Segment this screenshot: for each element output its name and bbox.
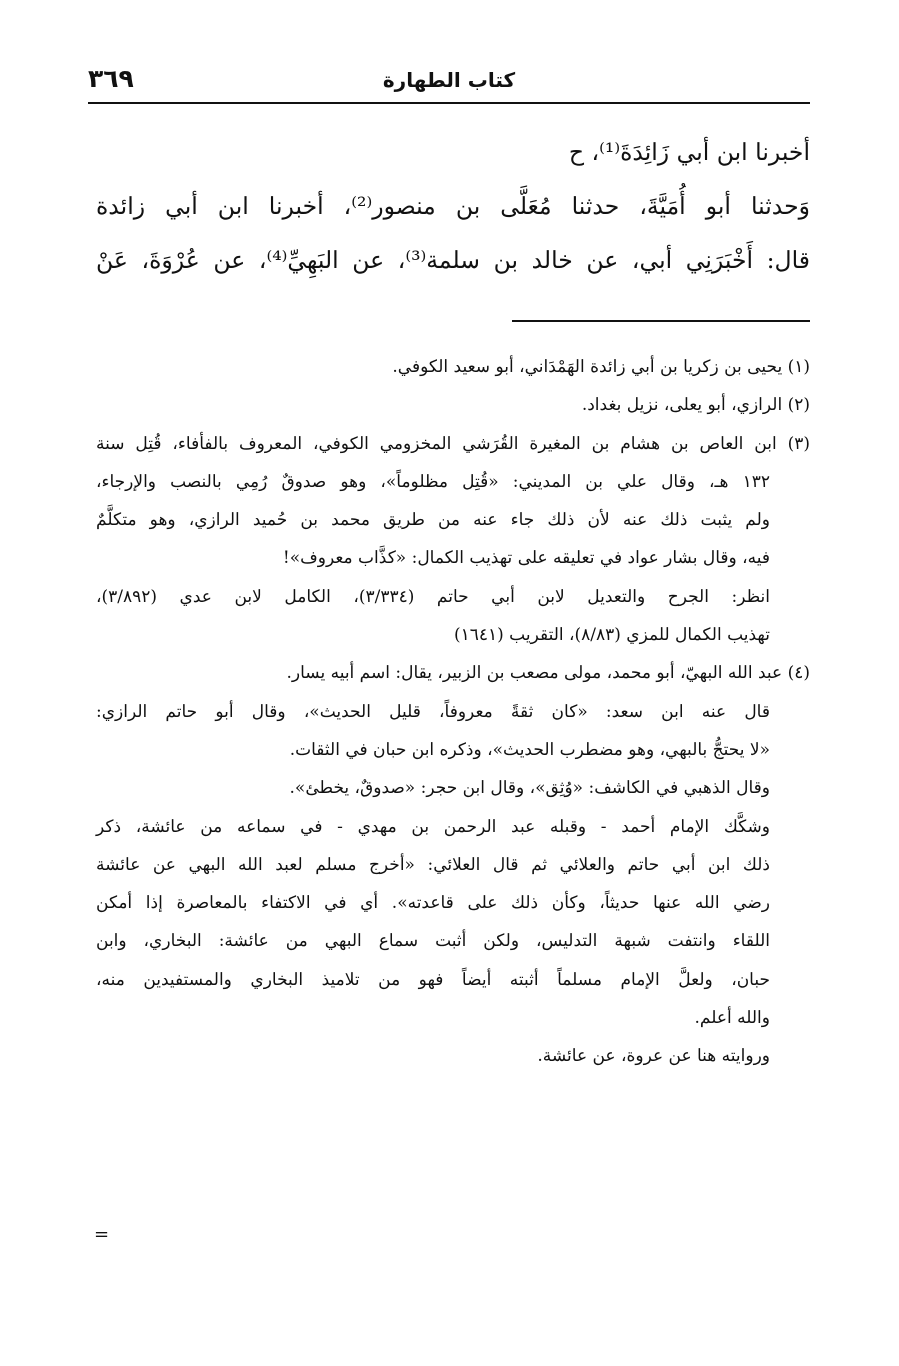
footnote-line: ١٣٢ هـ، وقال علي بن المديني: «قُتِل مظلوماً»، وهو صدوقٌ رُمِي بالنصب والإرجاء، — [96, 471, 770, 492]
footnote-line: رضي الله عنها حديثاً، وكأن ذلك على قاعدته». أي في الاكتفاء بالمعاصرة إذا أمكن — [96, 893, 770, 914]
footnote-line: فيه، وقال بشار عواد في تعليقه على تهذيب الكمال: «كذَّاب معروف»! — [282, 548, 770, 569]
footnote-line: ولم يثبت ذلك عنه لأن ذلك جاء عنه من طريق محمد بن حُميد الرازي، وهو متكلَّمٌ — [96, 510, 770, 531]
footnote-line: ذلك ابن أبي حاتم والعلائي ثم قال العلائي: «أخرج مسلم لعبد الله البهي عن عائشة — [96, 854, 770, 875]
footnote-separator — [512, 320, 810, 322]
chapter-title: كتاب الطهارة — [382, 68, 516, 92]
page-number: ٣٦٩ — [88, 64, 134, 93]
footnote-line: «لا يحتجُّ بالبهي، وهو مضطرب الحديث»، وذكره ابن حبان في الثقات. — [289, 739, 770, 760]
footnote-line: حبان، ولعلَّ الإمام مسلماً أثبته أيضاً فهو من تلاميذ البخاري والمستفيدين منه، — [96, 969, 770, 990]
main-text — [96, 125, 810, 287]
footnote-line: وشكَّك الإمام أحمد - وقبله عبد الرحمن بن مهدي - في سماعه من عائشة، ذكر — [96, 816, 770, 837]
footnote-line: (٣) ابن العاص بن هشام بن المغيرة القُرَشي المخزومي الكوفي، المعروف بالفأفاء، قُتِل سنة — [96, 433, 810, 454]
footnotes — [96, 348, 810, 1076]
footnote-line: (٤) عبد الله البهيّ، أبو محمد، مولى مصعب بن الزبير، يقال: اسم أبيه يسار. — [286, 663, 810, 684]
footnote-line: (٢) الرازي، أبو يعلى، نزيل بغداد. — [581, 395, 810, 416]
footnote-line: وقال الذهبي في الكاشف: «وُثِق»، وقال ابن حجر: «صدوقٌ، يخطئ». — [289, 778, 770, 799]
page-header — [88, 62, 810, 104]
main-text-line: أخبرنا ابن أبي زَائِدَةَ⁽¹⁾، ح — [568, 138, 810, 166]
continuation-mark: = — [94, 1224, 110, 1245]
footnote-line: اللقاء وانتفت شبهة التدليس، ولكن أثبت سماع البهي من عائشة: البخاري، وابن — [96, 931, 770, 952]
footnote-line: وروايته هنا عن عروة، عن عائشة. — [537, 1046, 770, 1067]
footnote-line: (١) يحيى بن زكريا بن أبي زائدة الهَمْدَاني، أبو سعيد الكوفي. — [392, 357, 810, 377]
footnote-line: والله أعلم. — [694, 1008, 770, 1029]
footnote-line: تهذيب الكمال للمزي (٨/٨٣)، التقريب (١٦٤١) — [453, 625, 770, 646]
main-text-line: وَحدثنا أبو أُمَيَّةَ، حدثنا مُعَلَّى بن منصور⁽²⁾، أخبرنا ابن أبي زائدة — [96, 192, 811, 220]
footnote-line: قال عنه ابن سعد: «كان ثقةً معروفاً، قليل الحديث»، وقال أبو حاتم الرازي: — [96, 701, 770, 722]
footnote-line: انظر: الجرح والتعديل لابن أبي حاتم (٣/٣٣٤)، الكامل لابن عدي (٣/٨٩٢)، — [96, 586, 770, 607]
main-text-line: قال: أَخْبَرَنِي أبي، عن خالد بن سلمة⁽³⁾، عن البَهِيِّ⁽⁴⁾، عن عُرْوَةَ، عَنْ — [96, 246, 810, 274]
